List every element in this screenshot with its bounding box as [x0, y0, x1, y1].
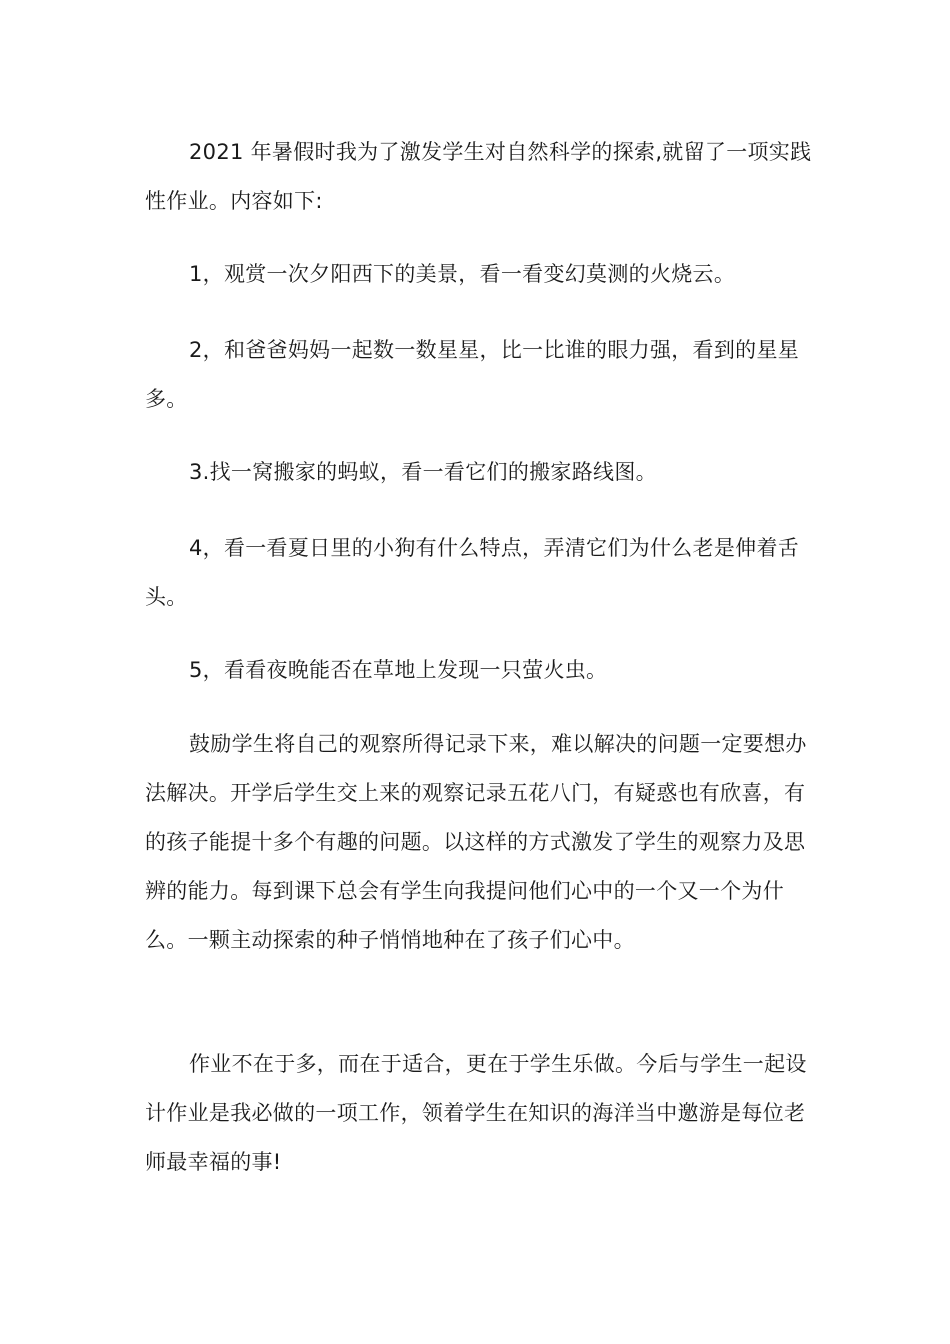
paragraph-item-1: 1，观赏一次夕阳西下的美景，看一看变幻莫测的火烧云。	[189, 262, 736, 286]
paragraph-encouragement: 鼓励学生将自己的观察所得记录下来，难以解决的问题一定要想办法解决。开学后学生交上来的观察记录五花八门，有疑惑也有欣喜，有的孩子能提十多个有趣的问题。以这样的方式激发了学生的观察力及思辨的能力。每到课下总会有学生向我提问他们心中的一个又一个为什么。一颗主动探索的种子悄悄地种在了孩子们心中。	[145, 732, 807, 952]
paragraph-item-4: 4，看一看夏日里的小狗有什么特点，弄清它们为什么老是伸着舌头。	[145, 536, 800, 609]
paragraph-intro: 2021 年暑假时我为了激发学生对自然科学的探索,就留了一项实践性作业。内容如下:	[145, 140, 812, 213]
paragraph-conclusion: 作业不在于多，而在于适合，更在于学生乐做。今后与学生一起设计作业是我必做的一项工作，领着学生在知识的海洋当中邀游是每位老师最幸福的事!	[145, 1052, 807, 1174]
paragraph-item-3: 3.找一窝搬家的蚂蚁，看一看它们的搬家路线图。	[189, 460, 657, 484]
paragraph-item-2: 2，和爸爸妈妈一起数一数星星，比一比谁的眼力强，看到的星星多。	[145, 338, 800, 411]
paragraph-item-5: 5，看看夜晚能否在草地上发现一只萤火虫。	[189, 658, 608, 682]
